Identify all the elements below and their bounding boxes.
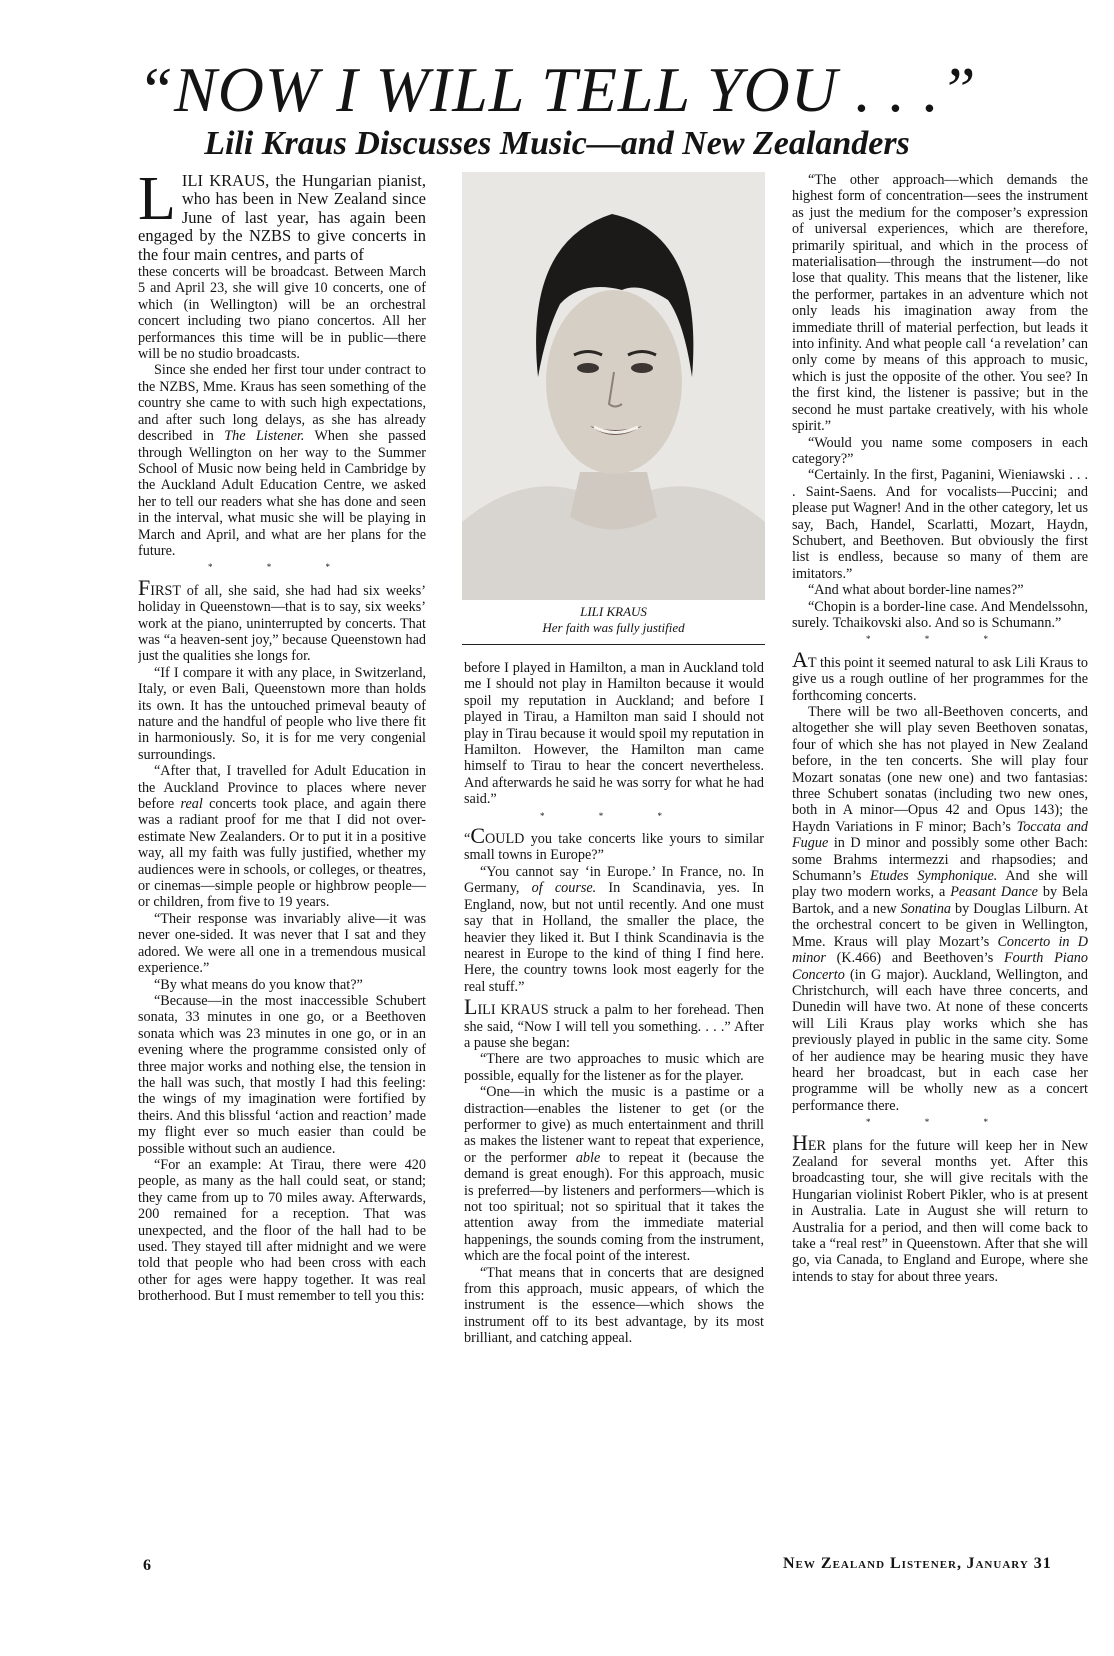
caption-text: Her faith was fully justified [542, 620, 685, 635]
paragraph: “You cannot say ‘in Europe.’ In France, no. In Germany, of course. In Scandinavia, yes. In England, now, but not until recently. And one must say that in Holland, the smaller the place, the heavier they liked it. But I think Scandinavia is the nearest in Europe to the kind of thing I find here. Here, the country towns look most eagerly for the real stuff.” [464, 863, 764, 995]
caption-name: LILI KRAUS [580, 604, 647, 619]
article-column-2 [464, 660, 764, 1560]
paragraph: “There are two approaches to music which are possible, equally for the listener as for the player. [464, 1051, 764, 1084]
caption-rule [462, 644, 765, 645]
photo-caption [462, 604, 765, 636]
section-initial: L [464, 994, 478, 1020]
section-opening: AT this point it seemed natural to ask Lili Kraus to give us a rough outline of her programmes for the forthcoming concerts. [792, 646, 1088, 704]
article-column-3 [792, 172, 1088, 1554]
paragraph: “If I compare it with any place, in Switzerland, Italy, or even Bali, Queenstown more than holds its own. It has the untouched primeval beauty of nature and the handful of people who live there fit in harmoniously. So, it is for me very congenial surroundings. [138, 664, 426, 763]
section-initial: F [138, 574, 151, 600]
portrait-photo [462, 172, 765, 600]
intro-paragraph: LILI KRAUS, the Hungarian pianist, who has been in New Zealand since June of last year, has again been engaged by the NZBS to give concerts in the four main centres, and parts of [138, 172, 426, 264]
section-break: * * * [866, 634, 1014, 645]
section-opening: “COULD you take concerts like yours to similar small towns in Europe?” [464, 823, 764, 864]
page-number: 6 [143, 1557, 151, 1574]
paragraph: “Their response was invariably alive—it was never one-sided. It was never that I sat and they adored. We were all one in a tremendous musical experience.” [138, 910, 426, 977]
publication-name: New Zealand Listener, [783, 1555, 962, 1572]
article-column-1 [138, 172, 426, 1552]
paragraph: There will be two all-Beethoven concerts, and altogether she will play seven Beethoven sonatas, four of which she has not played in New Zealand before, in the ten concerts. She will play four Mozart sonatas (one new one) and two fantasias: three Schubert sonatas (including two new ones, both in A minor—Opus 42 and Opus 143); the Haydn Variations in F minor; Bach’s Toccata and Fugue in D minor and possibly some other Bach: some Brahms intermezzi and rhapsodies; and Schumann’s Etudes Symphonique. And she will play two modern works, a Peasant Dance by Bela Bartok, and a new Sonatina by Douglas Lilburn. At the orchestral concert to be given in Wellington, Mme. Kraus will play Mozart’s Concerto in D minor (K.466) and Beethoven’s Fourth Piano Concerto (in G major). Auckland, Wellington, and Christchurch, will each have three concerts, and Dunedin will have two. At none of these concerts will Lili Kraus play works which she has previously played in public in the same city. Some of her audience may be hearing music they have heard her broadcast, but in each case her programme will be wholly new as a concert performance there. [792, 704, 1088, 1114]
paragraph: “And what about border-line names?” [808, 582, 1024, 599]
paragraph: “Certainly. In the first, Paganini, Wieniawski . . . . Saint-Saens. And for vocalists—Puccini; and please put Wagner! And in the other category, let us say, Bach, Handel, Scarlatti, Mozart, Haydn, Schubert, and Beethoven. But obviously the first list is endless, because so many of them are imitators.” [792, 467, 1088, 582]
section-break: * * * [208, 562, 356, 573]
publication-footer [783, 1555, 1052, 1573]
section-initial: C [470, 823, 485, 849]
section-opening: FIRST of all, she said, she had had six weeks’ holiday in Queenstown—that is to say, six weeks’ work at the piano, uninterrupted by concerts. That was “a heaven-sent joy,” because Queenstown had just the qualities she longs for. [138, 574, 426, 665]
section-initial: H [792, 1129, 808, 1155]
paragraph: “The other approach—which demands the highest form of concentration—sees the instrument as just the medium for the composer’s expression of universal experiences, which are therefore, primarily spiritual, and which in the process of materialisation—through the instrument—do not lose that quality. This means that the listener, like the performer, partakes in an adventure which not only leads his imagination away from the immediate thrill of material perfection, but leads it into infinity. And what people call ‘a revelation’ can only come by means of this approach to music, which is just the opposite of the other. You see? In the first kind, the listener is passive; but in the second he must partake creatively, with his whole spirit.” [792, 172, 1088, 435]
paragraph: “That means that in concerts that are designed from this approach, music appears, of which the instrument is the essence—which shows the instrument off to its best advantage, by its most brilliant, and catching appeal. [464, 1264, 764, 1347]
paragraph: “Would you name some composers in each category?” [792, 434, 1088, 467]
paragraph: Since she ended her first tour under contract to the NZBS, Mme. Kraus has seen something of the country she came to with such high expectations, and after such long delays, as she has already described in The Listener. When she passed through Wellington on her way to the Summer School of Music now being held in Cambridge by the Auckland Adult Education Centre, we asked her to tell our readers what she has done and seen in the interval, what music she will be playing in March and April, and what are her plans for the future. [138, 362, 426, 559]
paragraph: these concerts will be broadcast. Between March 5 and April 23, she will give 10 concerts, one of which (in Wellington) will be an orchestral concert including two piano concertos. All her performances this time will be in public—there will be no studio broadcasts. [138, 264, 426, 363]
paragraph: “After that, I travelled for Adult Education in the Auckland Province to places where never before real concerts took place, and again there was a radiant proof for me that I did not over-estimate New Zealanders. Or to put it in a positive way, all my faith was fully justified, whether my audiences were in schools, or colleges, or theatres, or cinemas—simple people or highbrow people—or children, from five to 19 years. [138, 763, 426, 911]
headline: “NOW I WILL TELL YOU . . .” [137, 54, 977, 125]
paragraph: “For an example: At Tirau, there were 420 people, as many as the hall could seat, or stand; they came from up to 70 miles away. Afterwards, 200 remained for a reception. That was unexpected, and the floor of the hall had to be used. They stayed till after midnight and we were told that people who had been cross with each other for ages were happy together. It was real brotherhood. But I must remember to tell you this: [138, 1156, 426, 1305]
section-opening: HER plans for the future will keep her in New Zealand for several months yet. After this broadcasting tour, she will give recitals with the Hungarian violinist Robert Pikler, who is at present in Australia. Late in August she will return to Australia for a period, and then will come back to take a “real rest” in Queenstown. After that she will go, via Canada, to England and Europe, where she intends to stay for about three years. [792, 1129, 1088, 1285]
section-opening: LILI KRAUS struck a palm to her forehead. Then she said, “Now I will tell you something. . . .” After a pause she began: [464, 994, 764, 1051]
paragraph: “Because—in the most inaccessible Schubert sonata, 33 minutes in one go, or a Beethoven sonata which was 23 minutes in one go, or in an evening where the programme consisted only of three major works and nothing else, the tension in the hall was such, that mostly I had this feeling: the wings of my imagination were fortified by theirs. And this blissful ‘action and reaction’ made my flight ever so much easier than could be possible without such an audience. [138, 992, 426, 1157]
section-initial: A [792, 646, 808, 672]
section-break: * * * [866, 1117, 1014, 1128]
subheadline: Lili Kraus Discusses Music—and New Zealanders [204, 125, 910, 162]
portrait-illustration [462, 172, 765, 600]
drop-cap: L [138, 172, 176, 233]
paragraph: “One—in which the music is a pastime or a distraction—enables the listener to get (or the performer to give) as much entertainment and thrill as makes the listener want to repeat that experience, or the performer able to repeat it (because the demand is great enough). For this approach, music is preferred—by listeners and performers—which is not too spiritual; not so spiritual that it takes the attention away from the immediate material happenings, the sounds coming from the instrument, which are the focal point of the interest. [464, 1084, 764, 1265]
issue-date: January 31 [966, 1555, 1052, 1572]
paragraph: “Chopin is a border-line case. And Mendelssohn, surely. Tchaikovski also. And so is Schumann.” [792, 598, 1088, 631]
paragraph: “By what means do you know that?” [154, 976, 363, 993]
paragraph: before I played in Hamilton, a man in Auckland told me I should not play in Hamilton because it would spoil my reputation in Auckland; and before I played in Tirau, a Hamilton man said I should not play in Tirau because it would spoil my reputation in Hamilton. However, the Hamilton man came himself to Tirau to hear the concert nevertheless. And afterwards he said he was sorry for what he had said.” [464, 660, 764, 808]
section-break: * * * [540, 810, 688, 821]
